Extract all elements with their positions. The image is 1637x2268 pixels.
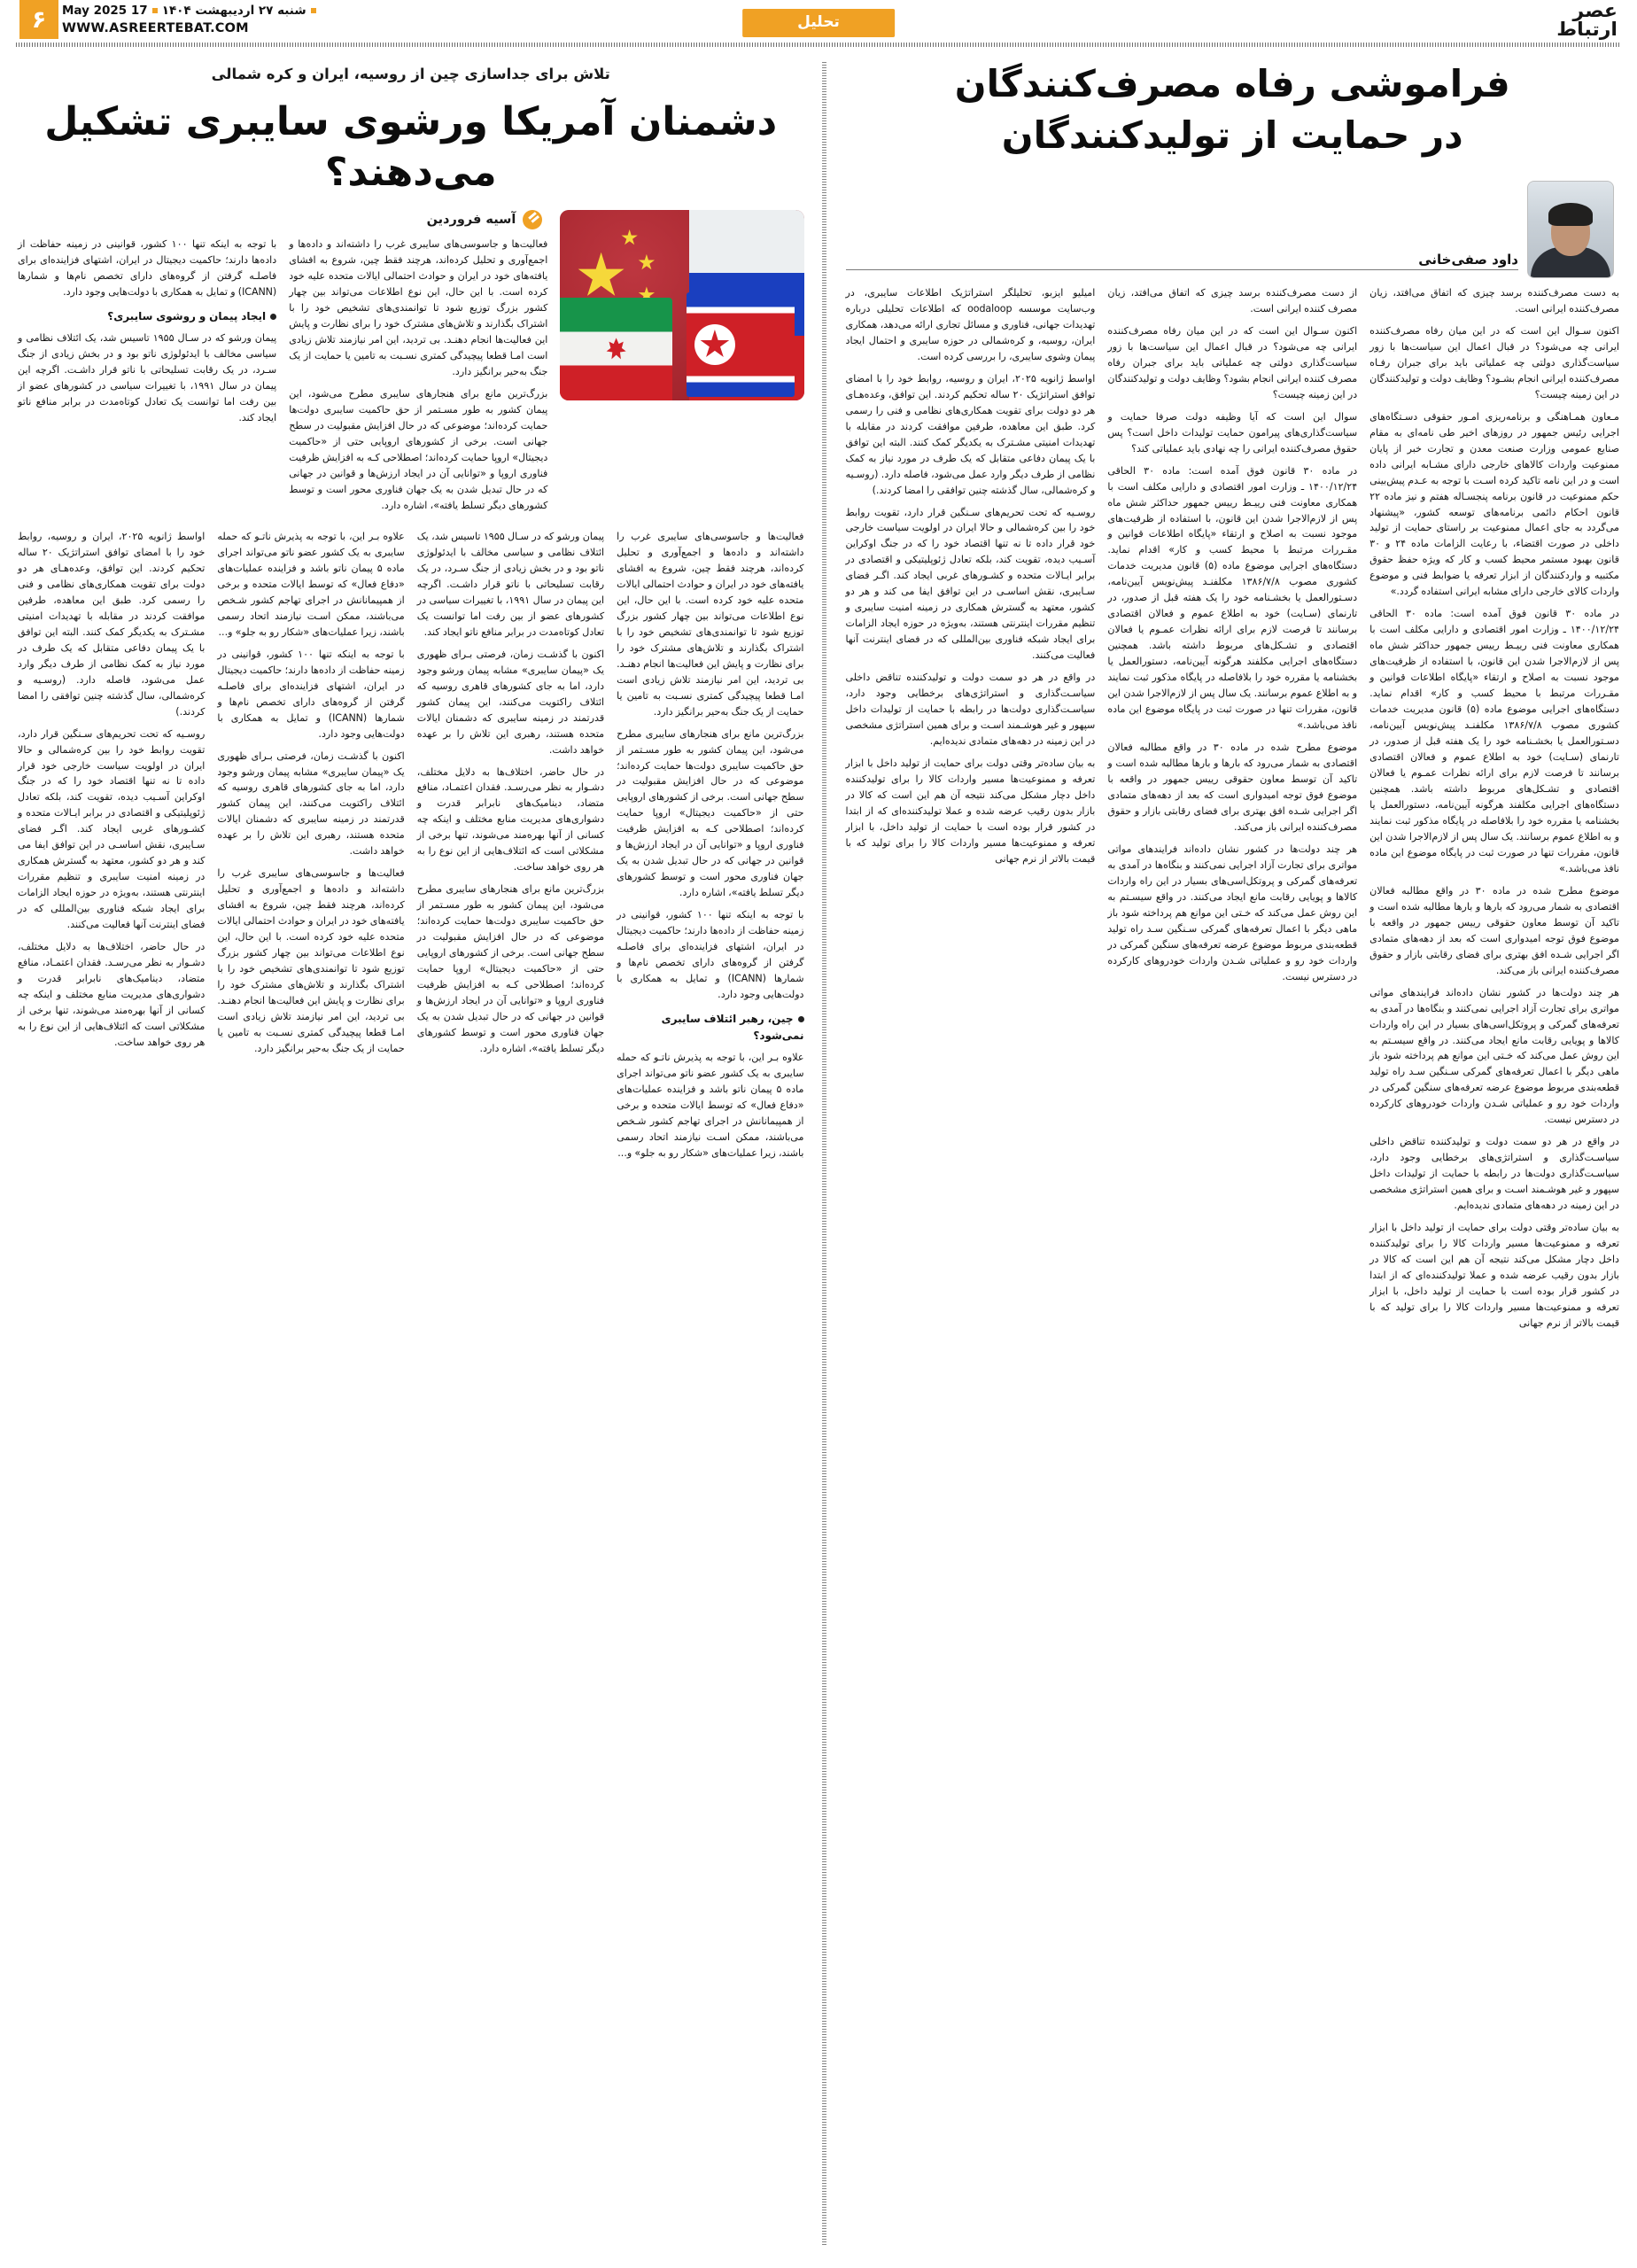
left-author-name: آسیه فروردین [426,213,516,228]
paragraph: در حال حاضر، اختلاف‌ها به دلایل مختلف، دشـوار به نظر می‌رسـد. فقدان اعتمـاد، منافع متضاد، دینامیک‌های نابرابر قدرت و دشواری‌های مدیریت منابع مختلف و اینکه چه کسانی از آنها بهره‌مند می‌شوند، تنها برخی از مشکلاتی است که ائتلاف‌هایی از این نوع را به هر روی خواهد ساخت. [416,765,605,874]
right-headline-line-1: فراموشی رفاه مصرف‌کنندگان [954,62,1510,105]
paragraph: در ماده ۳۰ قانون فوق آمده است: ماده ۳۰ الحاقی ۱۴۰۰/۱۲/۲۴ ـ وزارت امور اقتصادی و دارایی مکلف است با همکاری معاونت فنی رییـط رییس جمهور حداکثر شش ماه پس از لازم‌الاجرا شدن این قانون، با استفاده از ظرفیت‌های موجود نسبت به اصلاح و ارتقاء «پایگاه اطلاعات قوانین و مقـررات مرتبط با محیط کسب و کار» اقدام نماید. دستگاه‌های اجرایی موضوع ماده (۵) قانون مدیریت خدمات کشوری مصوب ۱۳۸۶/۷/۸ مکلفنـد پیش‌نویس آیین‌نامه، دسـتورالعمل یا بخشـنامه خود را یک هفته قبل از صدور، در تارنمای (سـایت) خود به اطلاع عموم و فعالان اقتصادی برسانند تا فرصت لازم برای ارائه نظرات عمـوم یا فعالان اقتصادی و تشـکل‌های مربوط داشته باشد. همچنین دستگاه‌های اجرایی مکلفند هرگونه آیین‌نامه، دستورالعمل یا بخشنامه یا مقرره خود را بلافاصله در پایگاه مذکور ثبت نمایند و به اطلاع عموم برسانند. یک سال پس از لازم‌الاجرا شدن این قانون، مقررات تنها در صورت ثبت در پایگاه موضوع این ماده نافذ می‌باشد.» [1107,464,1358,732]
paragraph: فعالیت‌ها و جاسوسی‌های سایبری غرب را داشته‌اند و داده‌ها و اجمع‌آوری و تحلیل کرده‌اند، هرچند فقط چین، شروع به افشای یافته‌های خود در ایران و حوادث احتمالی ایالات متحده علیه خود کرده است. با این حال، این نوع اطلاعات می‌تواند بین چهار کشور بزرگ توزیع شود تا توانمندی‌های تشخیص خود را با اشتراک بگذارند و تلاش‌های مشترک خود را برای نظارت و پایش این فعالیت‌ها انجام دهنـد. بی تردید، این امر نیازمند تلاش زیادی است امـا قطعا پیچیدگی کمتری نسـبت به تامین یا حمایت از یک جنگ به‌حیر برانگیز دارد. [217,867,405,1054]
paragraph: به دست مصرف‌کننده برسد چیزی که اتفاق می‌افتد، زیان مصرف‌کننده ایرانی است. [1369,286,1619,315]
date-fa: شنبه ۲۷ اردیبهشت ۱۴۰۴ [161,4,306,18]
paragraph: هر چند دولت‌ها در کشور نشان داده‌اند فرایندهای مواتی مواتری برای تجارت آزاد اجرایی نمی‌کنند و بنگاه‌ها در آمدی به تعرفه‌های گمرکی و پروتکل‌اسی‌های بسیار در این راه واردات کالاها و پویایی رقابت مانع ایجاد می‌کنند. در واقع سیسـتم به این روش عمل می‌کند که خـتی این موانع هم پرداخته شود باز ماهی دیگر با اعمال تعرفه‌های گمرکی سـنگین سـد راه تولید قطعه‌بندی مربوط موضوع عرضه تعرفه‌های سنگین گمرکی در واردات خود رو و عملیاتی شـدن واردات خودروهای کارکرده در دسترس نیست. [1107,843,1358,983]
china-star-2-icon [638,254,655,271]
paragraph: در ماده ۳۰ قانون فوق آمده است: ماده ۳۰ الحاقی ۱۴۰۰/۱۲/۲۴ ـ وزارت امور اقتصادی و دارایی مکلف است با همکاری معاونت فنی رییـط رییس جمهور حداکثر شش ماه پس از لازم‌الاجرا شدن این قانون، با استفاده از ظرفیت‌های موجود نسبت به اصلاح و ارتقاء «پایگاه اطلاعات قوانین و مقـررات مرتبط با محیط کسب و کار» اقدام نماید. دستگاه‌های اجرایی موضوع ماده (۵) قانون مدیریت خدمات کشوری مصوب ۱۳۸۶/۷/۸ مکلفنـد پیش‌نویس آیین‌نامه، دسـتورالعمل یا بخشـنامه خود را یک هفته قبل از صدور، در تارنمای (سـایت) خود به اطلاع عموم و فعالان اقتصادی برسانند تا فرصت لازم برای ارائه نظرات عمـوم یا فعالان اقتصادی و تشـکل‌های مربوط داشته باشد. همچنین دستگاه‌های اجرایی مکلفند هرگونه آیین‌نامه، دستورالعمل یا بخشنامه یا مقرره خود را بلافاصله در پایگاه مذکور ثبت نمایند و به اطلاع عموم برسانند. یک سال پس از لازم‌الاجرا شدن این قانون، مقررات تنها در صورت ثبت در پایگاه موضوع این ماده نافذ می‌باشد.» [1369,608,1619,874]
page-number-badge: ۶ [19,0,58,39]
paragraph: به بیان ساده‌تر وقتی دولت برای حمایت از تولید داخل با ابزار تعرفه و ممنوعیت‌ها مسیر واردات کالا را برای تولیدکننده داخل دچار مشکل می‌کند نتیجه آن هم این است که کالا در بازار بدون رقیب عرضه شده و عملا تولیدکننده‌ای که از ابتدا در کشور قرار بوده است با حمایت از تولید داخل، با ابزار تعرفه و ممنوعیت‌ها مسیر واردات کالا را برای تولید که با قیمت بالاتر از نرم جهانی [845,757,1096,865]
logo-line-2: ارتباط [1556,19,1618,40]
paragraph: با توجه به اینکه تنها ۱۰۰ کشور، قوانینی در زمینه حفاظت از داده‌ها دارند؛ حاکمیت دیجیتال در ایران، اشتهای فزاینده‌ای برای فاصلـه گرفتن از گروه‌های دارای تخصص نام‌ها و شمارها (ICANN) و تمایل به همکاری با دولت‌هایی وجود دارد. [617,909,804,1001]
right-col-2 [1107,285,1357,1338]
left-subhead-2 [617,1011,803,1045]
paragraph: با توجه به اینکه تنها ۱۰۰ کشور، قوانینی در زمینه حفاظت از داده‌ها دارند؛ حاکمیت دیجیتال در ایران، اشتهای فزاینده‌ای برای فاصلـه گرفتن از گروه‌های دارای تخصص نام‌ها و شمارها (ICANN) و تمایل به همکاری با دولت‌هایی وجود دارد. [217,648,405,740]
left-headline: دشمنان آمریکا ورشوی سایبری تشکیل می‌دهند؟ [44,99,778,196]
left-body-columns [18,529,804,1168]
left-kicker: تلاش برای جداسازی چین از روسیه، ایران و کره شمالی [211,66,610,82]
paragraph: پیمان ورشو که در سـال ۱۹۵۵ تاسیس شد، یک ائتلاف نظامی و سیاسی مخالف با ایدئولوژی ناتو بود و در بخش زیادی از جنگ سـرد، در یک رقابت تسلیحاتی با ناتو قرار داشـت. اگرچه این پیمان در سال ۱۹۹۱، با تغییرات سیاسی در کشورهای عضو از بین رفت اما توانست یک تعادل کوتاه‌مدت در برابر منافع ناتو ایجاد کند. [18,331,277,423]
paragraph: امیلیو ایزبو، تحلیلگر استراتژیک اطلاعات سایبری، در وب‌سایت موسسه oodaloop که اطلاعات تحلیلی درباره تهدیدات جهانی، فناوری و مسائل تجاری ارائه می‌دهد، همکاری ایران، روسیه، و کره‌شمالی در حوزه سایبری و احتمال ایجاد پیمان وشوی سایبری، را بررسی کرده است. [845,286,1096,362]
flags-photo [560,210,803,400]
paragraph: پیمان ورشو که در سـال ۱۹۵۵ تاسیس شد، یک ائتلاف نظامی و سیاسی مخالف با ایدئولوژی ناتو بود و در بخش زیادی از جنگ سـرد، در یک رقابت تسلیحاتی با ناتو قرار داشـت. اگرچه این پیمان در سال ۱۹۹۱، با تغییرات سیاسی در کشورهای عضو از بین رفت اما توانست یک تعادل کوتاه‌مدت در برابر منافع ناتو ایجاد کند. [416,530,605,638]
right-col-1 [1369,285,1619,1338]
china-star-1-icon [621,229,638,246]
author-rule [846,269,1519,270]
paragraph: فعالیت‌ها و جاسوسی‌های سایبری غرب را داشته‌اند و داده‌ها و اجمع‌آوری و تحلیل کرده‌اند، هرچند فقط چین، شروع به افشای یافته‌های خود در ایران و حوادث احتمالی ایالات متحده علیه خود کرده است. با این حال، این نوع اطلاعات می‌تواند بین چهار کشور بزرگ توزیع شود تا توانمندی‌های تشخیص خود را با اشتراک بگذارند و تلاش‌های مشترک خود را برای نظارت و پایش این فعالیت‌ها انجام دهنـد. بی تردید، این امر نیازمند تلاش زیادی است امـا قطعا پیچیدگی کمتری نسـبت به تامین یا حمایت از یک جنگ به‌حیر برانگیز دارد. [289,238,548,378]
left-top-col-1 [289,237,547,519]
article-consumer-welfare [832,58,1622,2247]
paragraph: در حال حاضر، اختلاف‌ها به دلایل مختلف، دشـوار به نظر می‌رسـد. فقدان اعتمـاد، منافع متضاد، دینامیک‌های نابرابر قدرت و دشواری‌های مدیریت منابع مختلف و اینکه چه کسانی از آنها بهره‌مند می‌شوند، تنها برخی از مشکلاتی است که ائتلاف‌هایی از این نوع را به هر روی خواهد ساخت. [18,941,206,1048]
section-tag[interactable]: تحلیل [742,9,895,37]
paragraph: بزرگ‌ترین مانع برای هنجارهای سایبری مطرح می‌شود، این پیمان کشور به طور مسـتمر از حق حاکمیت سایبری دولت‌ها حمایت کرده‌اند؛ موضوعی که در حال افزایش مقبولیت در سطح جهانی است. برخی از کشورهای اروپایی حتی از «حاکمیت دیجیتال» اروپا حمایت کرده‌اند؛ اصطلاحی کـه به افزایش ظرفیت فناوری اروپا و «توانایی آن در ایجاد ارزش‌ها و قوانین در جهانی که در حال تبدیل شدن به یک جهان فناوری محور است و توسط کشورهای دیگر تسلط یافته»، اشاره دارد. [416,883,605,1054]
right-author-name: داود صفی‌خانی [1418,251,1518,268]
issue-date [62,4,321,18]
paragraph: اکنون با گذشـت زمان، فرصتی بـرای ظهوری یک «پیمان سایبری» مشابه پیمان ورشو وجود دارد، اما به جای کشورهای قاهری روسیه که ائتلاف راکتویت می‌کنند، این پیمان کشور قدرتمند در زمینه سایبری که دشمنان ایالات متحده هستند، رهبری این تلاش را بر عهده خواهد داشت. [416,648,605,756]
right-headline [846,58,1620,161]
paragraph: اواسط ژانویه ۲۰۲۵، ایران و روسیه، روابط خود را با امضای توافق استراتژیک ۲۰ ساله تحکیم کردند. این توافق، وعده‌هـای هر دو دولت برای تقویت همکاری‌های نظامی و فنی را رسمی کرد. طبق این معاهده، طرفین موافقت کردند در مقابله با تهدیدات امنیتی مشـترک به یکدیگر کمک کنند. البته این توافق با یک پیمان دفاعی متقابل که یک طرف در مورد نیاز به کمک نظامی از طرف دیگر وارد عمل می‌شود، فاصله دارد. (روسـیه و کره‌شمالی، سال گذشته چنین توافقی را امضا کردند.) [845,372,1096,496]
paragraph: روسـیه که تحت تحریم‌های سـنگین قرار دارد، تقویت روابط خود را بین کره‌شمالی و حالا ایران در اولویت سیاست خارجی خود قرار داده تا نه تنها اقتصاد خود را که در جنگ اوکراین آسـیب دیده، تقویت کند، بلکه تعادل ژئوپلیتیکی و اقتصادی در برابر ایـالات متحده و کشـورهای غربی ایجاد کند. اگـر فضای سـایبری، نقش اساسـی در این توافق ایفا می کند و هر دو کشور، معتهد به گسترش همکاری در زمینه امنیت سایبری و تنظیم مقررات اینترنتی هستند، به‌ویژه در حوزه ایجاد الزامات برای ایجاد شبکه فناوری بین‌المللی که در فضای اینترنت آنها فعالیت می‌کنند. [18,727,206,931]
paragraph: به بیان ساده‌تر وقتی دولت برای حمایت از تولید داخل با ابزار تعرفه و ممنوعیت‌ها مسیر واردات کالا را برای تولیدکننده داخل دچار مشکل می‌کند نتیجه آن هم این است که کالا در بازار بدون رقیب عرضه شده و عملا تولیدکننده‌ای که از ابتدا در کشور قرار بوده است با حمایت از تولید داخل، با ابزار تعرفه و ممنوعیت‌ها مسیر واردات کالا را برای تولید که با قیمت بالاتر از نرم جهانی [1369,1222,1619,1329]
page-content [16,58,1621,2247]
right-col-3 [846,285,1096,1338]
iran-flag [560,298,672,400]
paragraph: در واقع در هر دو سمت دولت و تولیدکننده تناقض داخلی سیاسـت‌گذاری و استراتژی‌های برخطایی وجود دارد، سیاسـت‌گذاری دولت‌ها در رابطه با حمایت از تولیدات داخل سپهور و غیر هوشـمند اسـت و برای همین استراتژی مشخصی در این زمینه در دهه‌های متمادی ندیده‌ایم. [1369,1136,1619,1212]
paragraph: هر چند دولت‌ها در کشور نشان داده‌اند فرایندهای مواتی مواتری برای تجارت آزاد اجرایی نمی‌کنند و بنگاه‌ها در آمدی به تعرفه‌های گمرکی و پروتکل‌اسی‌های بسیار در این راه واردات کالاها و پویایی رقابت مانع ایجاد می‌کنند. در واقع سیسـتم به این روش عمل می‌کند که خـتی این موانع هم پرداخته شود باز ماهی دیگر با اعمال تعرفه‌های گمرکی سـنگین سـد راه تولید قطعه‌بندی مربوط موضوع عرضه تعرفه‌های سنگین گمرکی در واردات خود رو و عملیاتی شـدن واردات خودروهای کارکرده در دسترس نیست. [1369,986,1619,1126]
paragraph: در واقع در هر دو سمت دولت و تولیدکننده تناقض داخلی سیاسـت‌گذاری و استراتژی‌های برخطایی وجود دارد، سیاسـت‌گذاری دولت‌ها در رابطه با حمایت از تولیدات داخل سپهور و غیر هوشـمند اسـت و برای همین استراتژی مشخصی در این زمینه در دهه‌های متمادی ندیده‌ایم. [845,672,1096,748]
paragraph: با توجه به اینکه تنها ۱۰۰ کشور، قوانینی در زمینه حفاظت از داده‌ها دارند؛ حاکمیت دیجیتال در ایران، اشتهای فزاینده‌ای برای فاصلـه گرفتن از گروه‌های دارای تخصص نام‌ها و شمارها (ICANN) و تمایل به همکاری با دولت‌هایی وجود دارد. [18,238,277,299]
north-korea-flag [687,292,794,397]
newspaper-logo[interactable] [1511,2,1618,43]
bullet-icon [270,314,276,320]
left-top-columns [18,237,547,519]
paragraph: بزرگ‌ترین مانع برای هنجارهای سایبری مطرح می‌شود، این پیمان کشور به طور مسـتمر از حق حاکمیت سایبری دولت‌ها حمایت کرده‌اند؛ موضوعی که در حال افزایش مقبولیت در سطح جهانی است. برخی از کشورهای اروپایی حتی از «حاکمیت دیجیتال» اروپا حمایت کرده‌اند؛ اصطلاحی کـه به افزایش ظرفیت فناوری اروپا و «توانایی آن در ایجاد ارزش‌ها و قوانین در جهانی که در حال تبدیل شدن به یک جهان فناوری محور است و توسط کشورهای دیگر تسلط یافته»، اشاره دارد. [617,727,804,899]
article-cyber-warsaw-pact [16,58,817,2247]
left-subhead-2-text: چین، رهبر ائتلاف سایبری نمی‌شود؟ [661,1013,804,1043]
left-byline [18,210,542,229]
masthead [16,0,1621,46]
left-top-col-2 [18,237,276,519]
website-url[interactable]: WWW.ASREERTEBAT.COM [62,21,249,35]
left-col-3 [217,529,404,1168]
paragraph: مـعاون همـاهنگی و برنامه‌ریزی امـور حقوقی دسـتگاه‌های اجرایی رئیس جمهور در روزهای اخیر طی نامه‌ای به مقام صنایع عمومی وزارت صنعت معدن و تجارت خبر از پایان ممنوعیت واردات کالاهای خارجی دارای مشـابه ایرانی داده است و در این نامه تاکید کرده اسـت با توجه به عـدم پیش‌بینی حکم ممنوعیت در قانون برنامه پنجسـاله هفتم و نیز ماده ۲۲ قانون احکام دائمی برنامه‌های توسعه کشور، «پیشنهاد می‌گردد به جای اعمال ممنوعیت بر راستای حمایت از تولید داخلی در صورت اقتضاء، با رعایت الزامات ماده ۲۴ و ۳۰ قانون بهبود مستمر محیط کسب و کار که ویژه حفظ حقوق مکتبیه و واردکنندگان از ابزار تعرفه یا ضوابط فنی و موضوع واردات کالای خارجی دارای مشابه ایرانی استفاده گردد.» [1369,410,1620,598]
column-divider [822,62,826,2247]
paragraph: اکنون با گذشـت زمان، فرصتی بـرای ظهوری یک «پیمان سایبری» مشابه پیمان ورشو وجود دارد، اما به جای کشورهای قاهری روسیه که ائتلاف راکتویت می‌کنند، این پیمان کشور قدرتمند در زمینه سایبری که دشمنان ایالات متحده هستند، رهبری این تلاش را بر عهده خواهد داشت. [217,750,405,858]
author-avatar [1527,181,1614,278]
square-bullet-icon [311,8,316,13]
left-col-1 [617,529,803,1168]
right-article-columns [846,285,1620,1338]
paragraph: اکنون سـوال این است که در این میان رفاه مصرف‌کننده ایرانی چه می‌شود؟ در قبال اعمال این سیاست‌ها با زور سیاست‌گذاری دولتی چه عملیاتی باید برای جبران رفاه مصرف کننده ایرانی انجام بشود؟ وظایف دولت و تولیدکنندگان در این زمینه چیست؟ [1107,324,1358,400]
paragraph: موضوع مطرح شده در ماده ۳۰ در واقع مطالبه فعالان اقتصادی به شمار می‌رود که بارها و بارها مطالبه شده است و تاکید آن توسط معاون حقوقی رییس جمهور در واقعه با موضوع فوق توجه امیدواری است که بعد از دهه‌های متمادی اگر اجرایی شـده افق بهتری برای فضای رقابتی بازار و حقوق مصرف‌کننده ایرانی باز می‌کند. [1107,742,1358,833]
right-author-block [846,181,1620,278]
paragraph: روسـیه که تحت تحریم‌های سـنگین قرار دارد، تقویت روابط خود را بین کره‌شمالی و حالا ایران در اولویت سیاست خارجی خود قرار داده تا نه تنها اقتصاد خود را که در جنگ اوکراین آسـیب دیده، تقویت کند، بلکه تعادل ژئوپلیتیکی و اقتصادی در برابر ایـالات متحده و کشـورهای غربی ایجاد کند. اگـر فضای سـایبری، نقش اساسـی در این توافق ایفا می کند و هر دو کشور، معتهد به گسترش همکاری در زمینه امنیت سایبری و تنظیم مقررات اینترنتی هستند، به‌ویژه در حوزه ایجاد الزامات برای ایجاد شبکه فناوری بین‌المللی که در فضای اینترنت آنها فعالیت می‌کنند. [845,506,1096,662]
left-col-4 [18,529,205,1168]
date-en: 17 May 2025 [62,4,148,18]
paragraph: موضوع مطرح شده در ماده ۳۰ در واقع مطالبه فعالان اقتصادی به شمار می‌رود که بارها و بارها مطالبه شده است و تاکید آن توسط معاون حقوقی رییس جمهور در واقعه با موضوع فوق توجه امیدواری است که بعد از دهه‌های متمادی اگر اجرایی شـده افق بهتری برای فضای رقابتی بازار و حقوق مصرف‌کننده ایرانی باز می‌کند. [1369,884,1619,976]
paragraph: بزرگ‌ترین مانع برای هنجارهای سایبری مطرح می‌شود، این پیمان کشور به طور مسـتمر از حق حاکمیت سایبری دولت‌ها حمایت کرده‌اند؛ موضوعی که در حال افزایش مقبولیت در سطح جهانی است. برخی از کشورهای اروپایی حتی از «حاکمیت دیجیتال» اروپا حمایت کرده‌اند؛ اصطلاحی کـه به افزایش ظرفیت فناوری اروپا و «توانایی آن در ایجاد ارزش‌ها و قوانین در جهانی که در حال تبدیل شدن به یک جهان فناوری محور است و توسط کشورهای دیگر تسلط یافته»، اشاره دارد. [289,388,548,511]
right-headline-line-2: در حمایت از تولیدکنندگان [1001,113,1463,157]
paragraph: فعالیت‌ها و جاسوسی‌های سایبری غرب را داشته‌اند و داده‌ها و اجمع‌آوری و تحلیل کرده‌اند، هرچند فقط چین، شروع به افشای یافته‌های خود در ایران و حوادث احتمالی ایالات متحده علیه خود کرده است. با این حال، این نوع اطلاعات می‌تواند بین چهار کشور بزرگ توزیع شود تا توانمندی‌های تشخیص خود را با اشتراک بگذارند و تلاش‌های مشترک خود را برای نظارت و پایش این فعالیت‌ها انجام دهنـد. بی تردید، این امر نیازمند تلاش زیادی است امـا قطعا پیچیدگی کمتری نسـبت به تامین یا حمایت از یک جنگ به‌حیر برانگیز دارد. [617,530,804,718]
pen-icon [523,210,542,229]
china-star-big-icon [578,252,625,300]
iran-emblem-icon [606,338,627,361]
paragraph: علاوه بـر این، با توجه به پذیرش ناتـو که حمله سایبری به یک کشور عضو ناتو می‌تواند اجرای ماده ۵ پیمان ناتو باشد و فزاینده عملیات‌های «دفاع فعال» که توسط ایالات متحده و برخی از همپیمانانش در اجرای تهاجم کشور شـخص می‌باشند، ممکن اسـت نیازمند اتحاد رسمی باشند، زیرا عملیات‌های «شکار رو به جلو» و... [617,1051,804,1159]
paragraph: علاوه بـر این، با توجه به پذیرش ناتـو که حمله سایبری به یک کشور عضو ناتو می‌تواند اجرای ماده ۵ پیمان ناتو باشد و فزاینده عملیات‌های «دفاع فعال» که توسط ایالات متحده و برخی از همپیمانانش در اجرای تهاجم کشور شـخص می‌باشند، ممکن اسـت نیازمند اتحاد رسمی باشند، زیرا عملیات‌های «شکار رو به جلو» و... [217,530,405,638]
avatar-hair [1548,203,1593,226]
paragraph: از دست مصرف‌کننده برسد چیزی که اتفاق می‌افتد، زیان مصرف کننده ایرانی است. [1107,286,1358,315]
paragraph: اواسط ژانویه ۲۰۲۵، ایران و روسیه، روابط خود را با امضای توافق استراتژیک ۲۰ ساله تحکیم کردند. این توافق، وعده‌هـای هر دو دولت برای تقویت همکاری‌های نظامی و فنی را رسمی کرد. طبق این معاهده، طرفین موافقت کردند در مقابله با تهدیدات امنیتی مشـترک به یکدیگر کمک کنند. البته این توافق با یک پیمان دفاعی متقابل که یک طرف در مورد نیاز به کمک نظامی از طرف دیگر وارد عمل می‌شود، فاصله دارد. (روسـیه و کره‌شمالی، سال گذشته چنین توافقی را امضا کردند.) [18,530,206,718]
square-bullet-icon-2 [152,8,158,13]
left-subhead-1 [18,308,276,325]
left-col-2 [417,529,604,1168]
paragraph: سوال این است که آیا وظیفه دولت صرفا حمایت و سیاست‌گذاری‌های پیرامون حمایت تولیدات داخل است؟ پس حقوق مصرف‌کننده ایرانی را چه نهادی باید عملیاتی کند؟ [1107,410,1358,454]
logo-line-1: عصر [1572,0,1618,21]
bullet-icon [798,1016,804,1022]
left-subhead-1-text: ایجاد پیمان و روشوی سایبری؟ [107,310,267,323]
paragraph: اکنون سـوال این است که در این میان رفاه مصرف‌کننده ایرانی چه می‌شود؟ در قبال اعمال این سیاست‌ها با زور سیاست‌گذاری دولتی چه عملیاتی باید برای جبران رفـاه مصرف‌کننده ایرانی انجام بشـود؟ وظایف دولت و تولیدکنندگان در این زمینه چیست؟ [1369,324,1619,400]
masthead-divider [16,43,1621,47]
